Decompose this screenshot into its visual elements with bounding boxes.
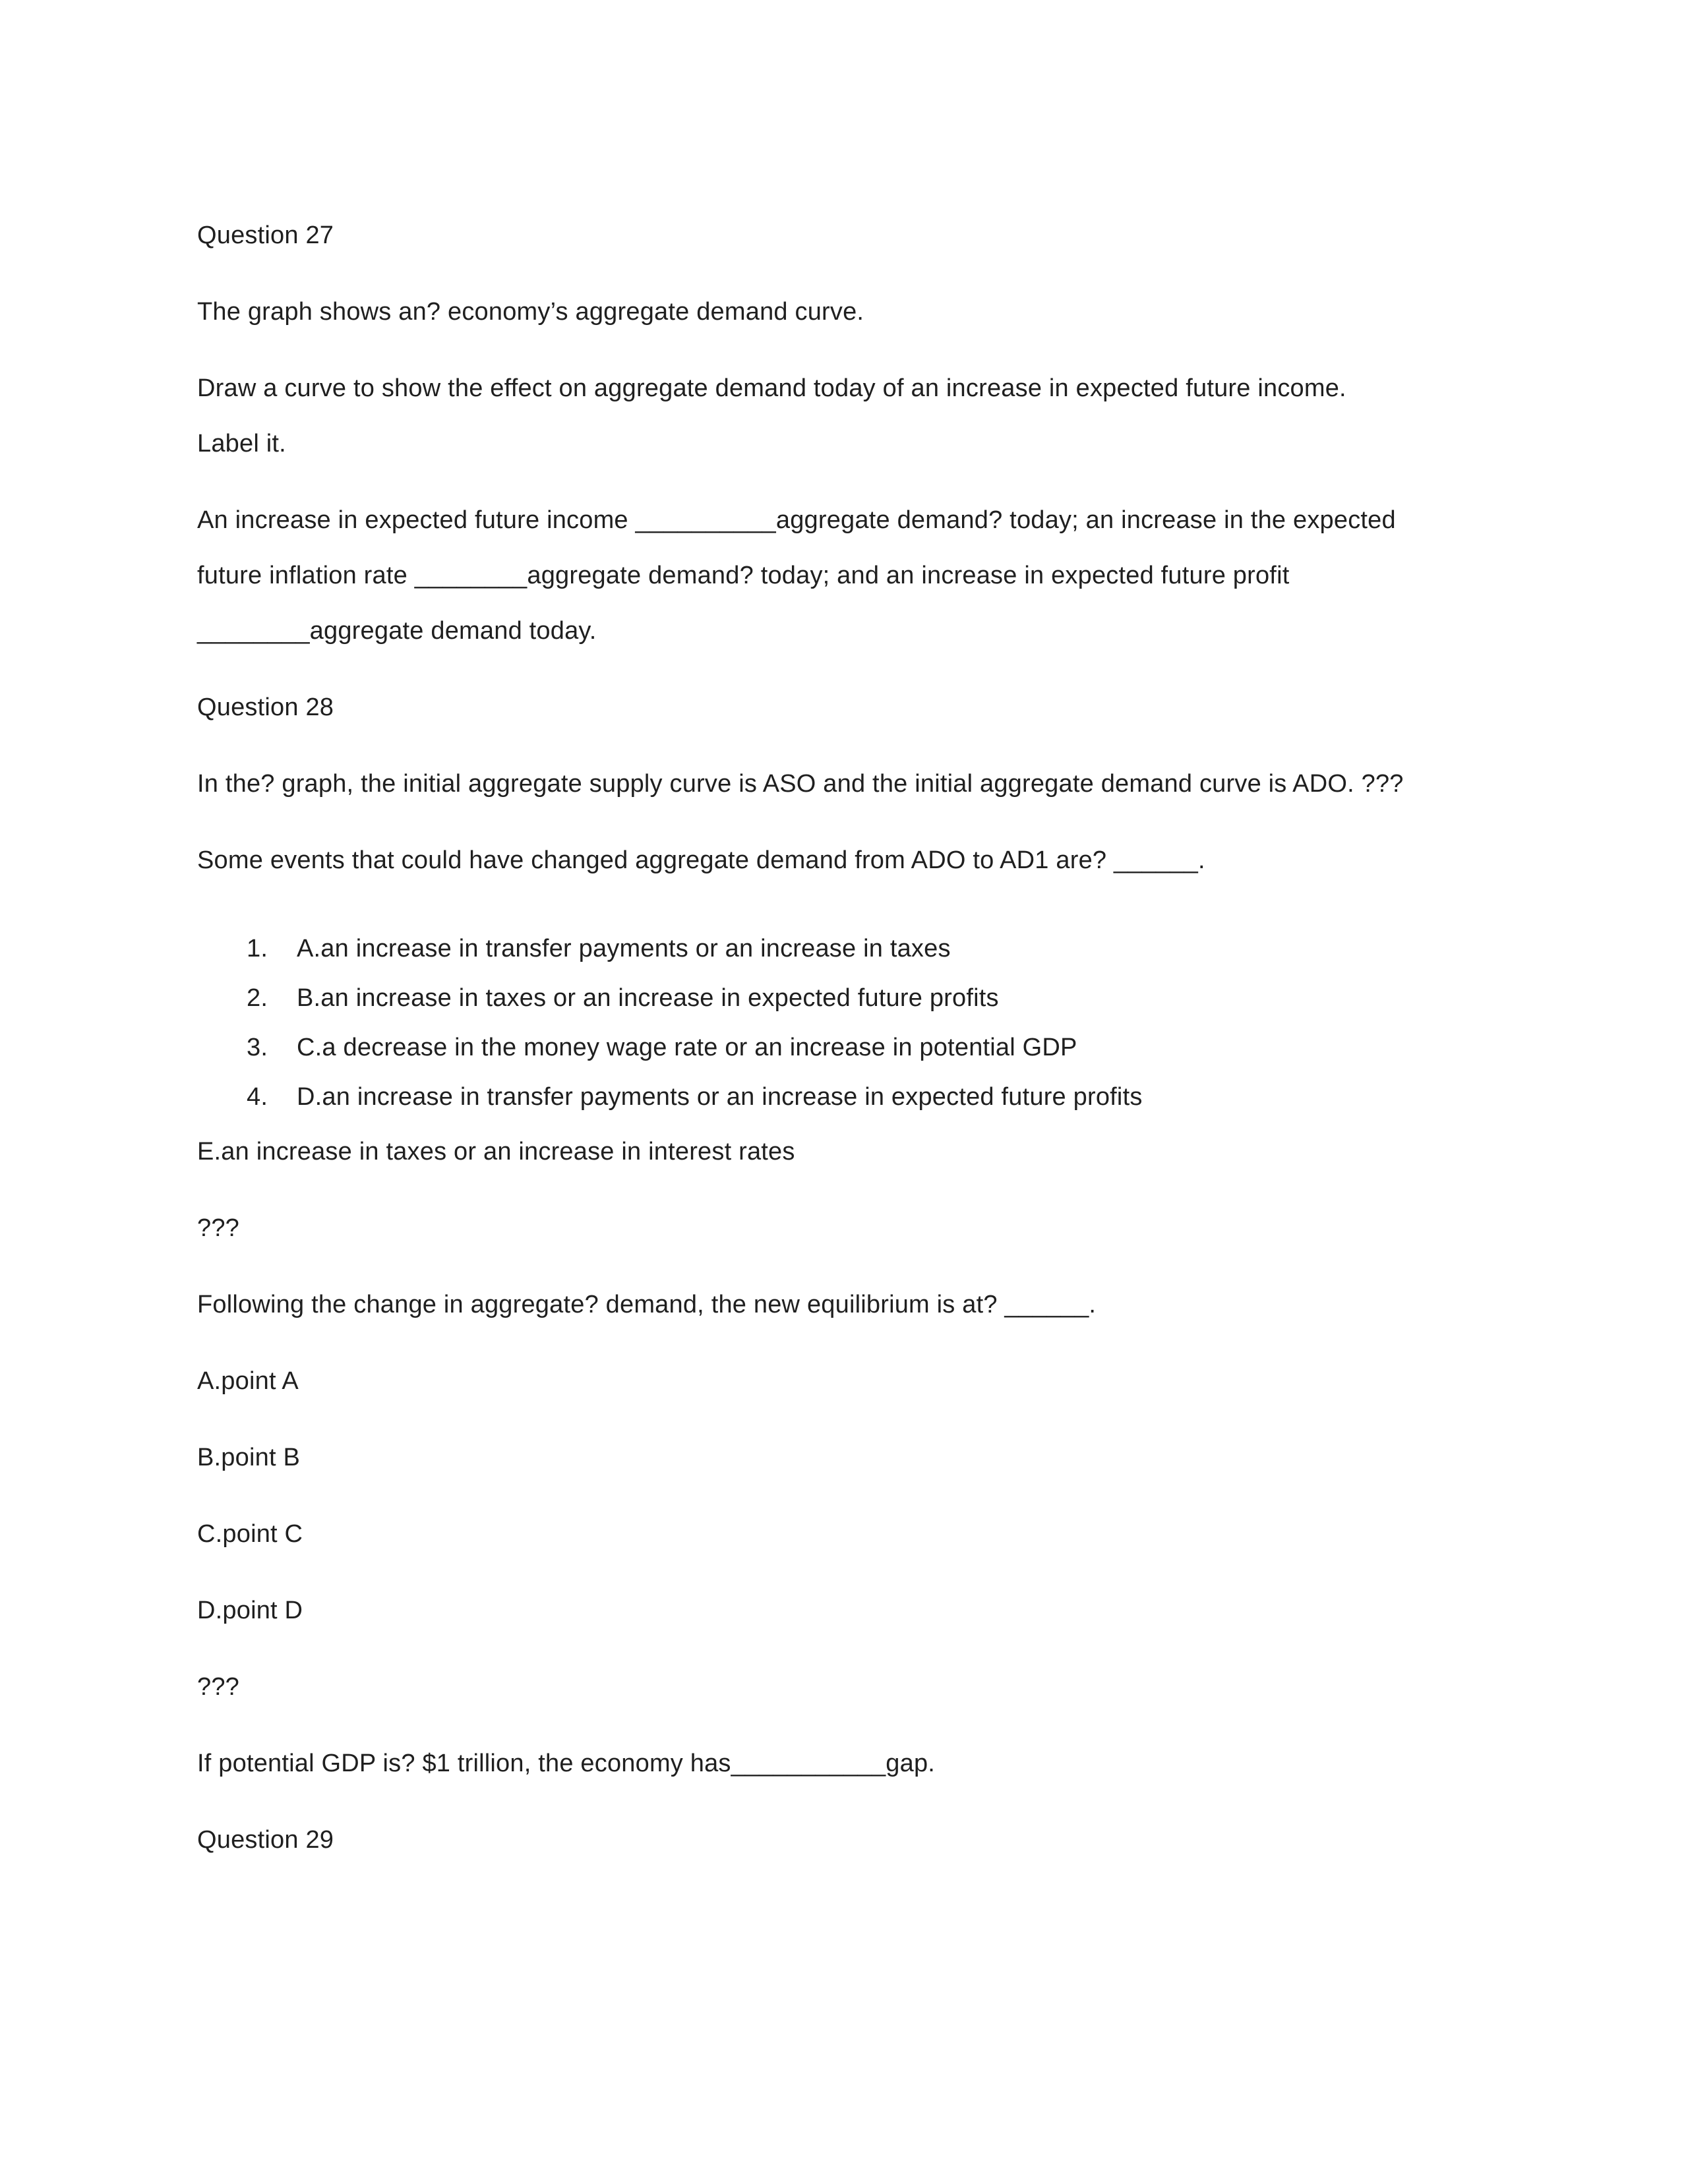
answer-option-d: D.point D (197, 1597, 303, 1624)
separator: ??? (197, 1673, 240, 1701)
question-27-fill-line-2: future inflation rate ________aggregate demand? today; and an increase in expected future profit (197, 562, 1290, 589)
option-number: 1. (247, 935, 268, 962)
question-28-prompt-3: If potential GDP is? $1 trillion, the economy has___________gap. (197, 1750, 936, 1777)
question-27-fill-line-3: ________aggregate demand today. (197, 617, 597, 645)
question-27-intro: The graph shows an? economy’s aggregate demand curve. (197, 298, 864, 326)
answer-option-b: B.point B (197, 1444, 301, 1471)
option-e: E.an increase in taxes or an increase in interest rates (197, 1138, 795, 1166)
question-27-fill-line-1: An increase in expected future income __________aggregate demand? today; an increase in the expected (197, 506, 1396, 534)
option-a: A.an increase in transfer payments or an increase in taxes (297, 935, 951, 962)
answer-option-a: A.point A (197, 1367, 299, 1395)
question-28-prompt-2: Following the change in aggregate? demand, the new equilibrium is at? ______. (197, 1291, 1097, 1318)
option-b: B.an increase in taxes or an increase in expected future profits (297, 984, 999, 1012)
option-number: 2. (247, 984, 268, 1012)
option-d: D.an increase in transfer payments or an increase in expected future profits (297, 1083, 1143, 1111)
question-27-heading: Question 27 (197, 221, 334, 249)
question-29-heading: Question 29 (197, 1826, 334, 1854)
separator: ??? (197, 1214, 240, 1242)
question-28-prompt-1: Some events that could have changed aggregate demand from ADO to AD1 are? ______. (197, 846, 1205, 874)
answer-option-c: C.point C (197, 1520, 303, 1548)
question-28-heading: Question 28 (197, 694, 334, 721)
option-number: 3. (247, 1034, 268, 1061)
option-number: 4. (247, 1083, 268, 1111)
question-28-intro: In the? graph, the initial aggregate supply curve is ASO and the initial aggregate demand curve is ADO. ??? (197, 770, 1404, 798)
question-27-instruction-label: Label it. (197, 430, 286, 457)
question-27-instruction: Draw a curve to show the effect on aggregate demand today of an increase in expected future income. (197, 374, 1346, 402)
option-c: C.a decrease in the money wage rate or an increase in potential GDP (297, 1034, 1077, 1061)
